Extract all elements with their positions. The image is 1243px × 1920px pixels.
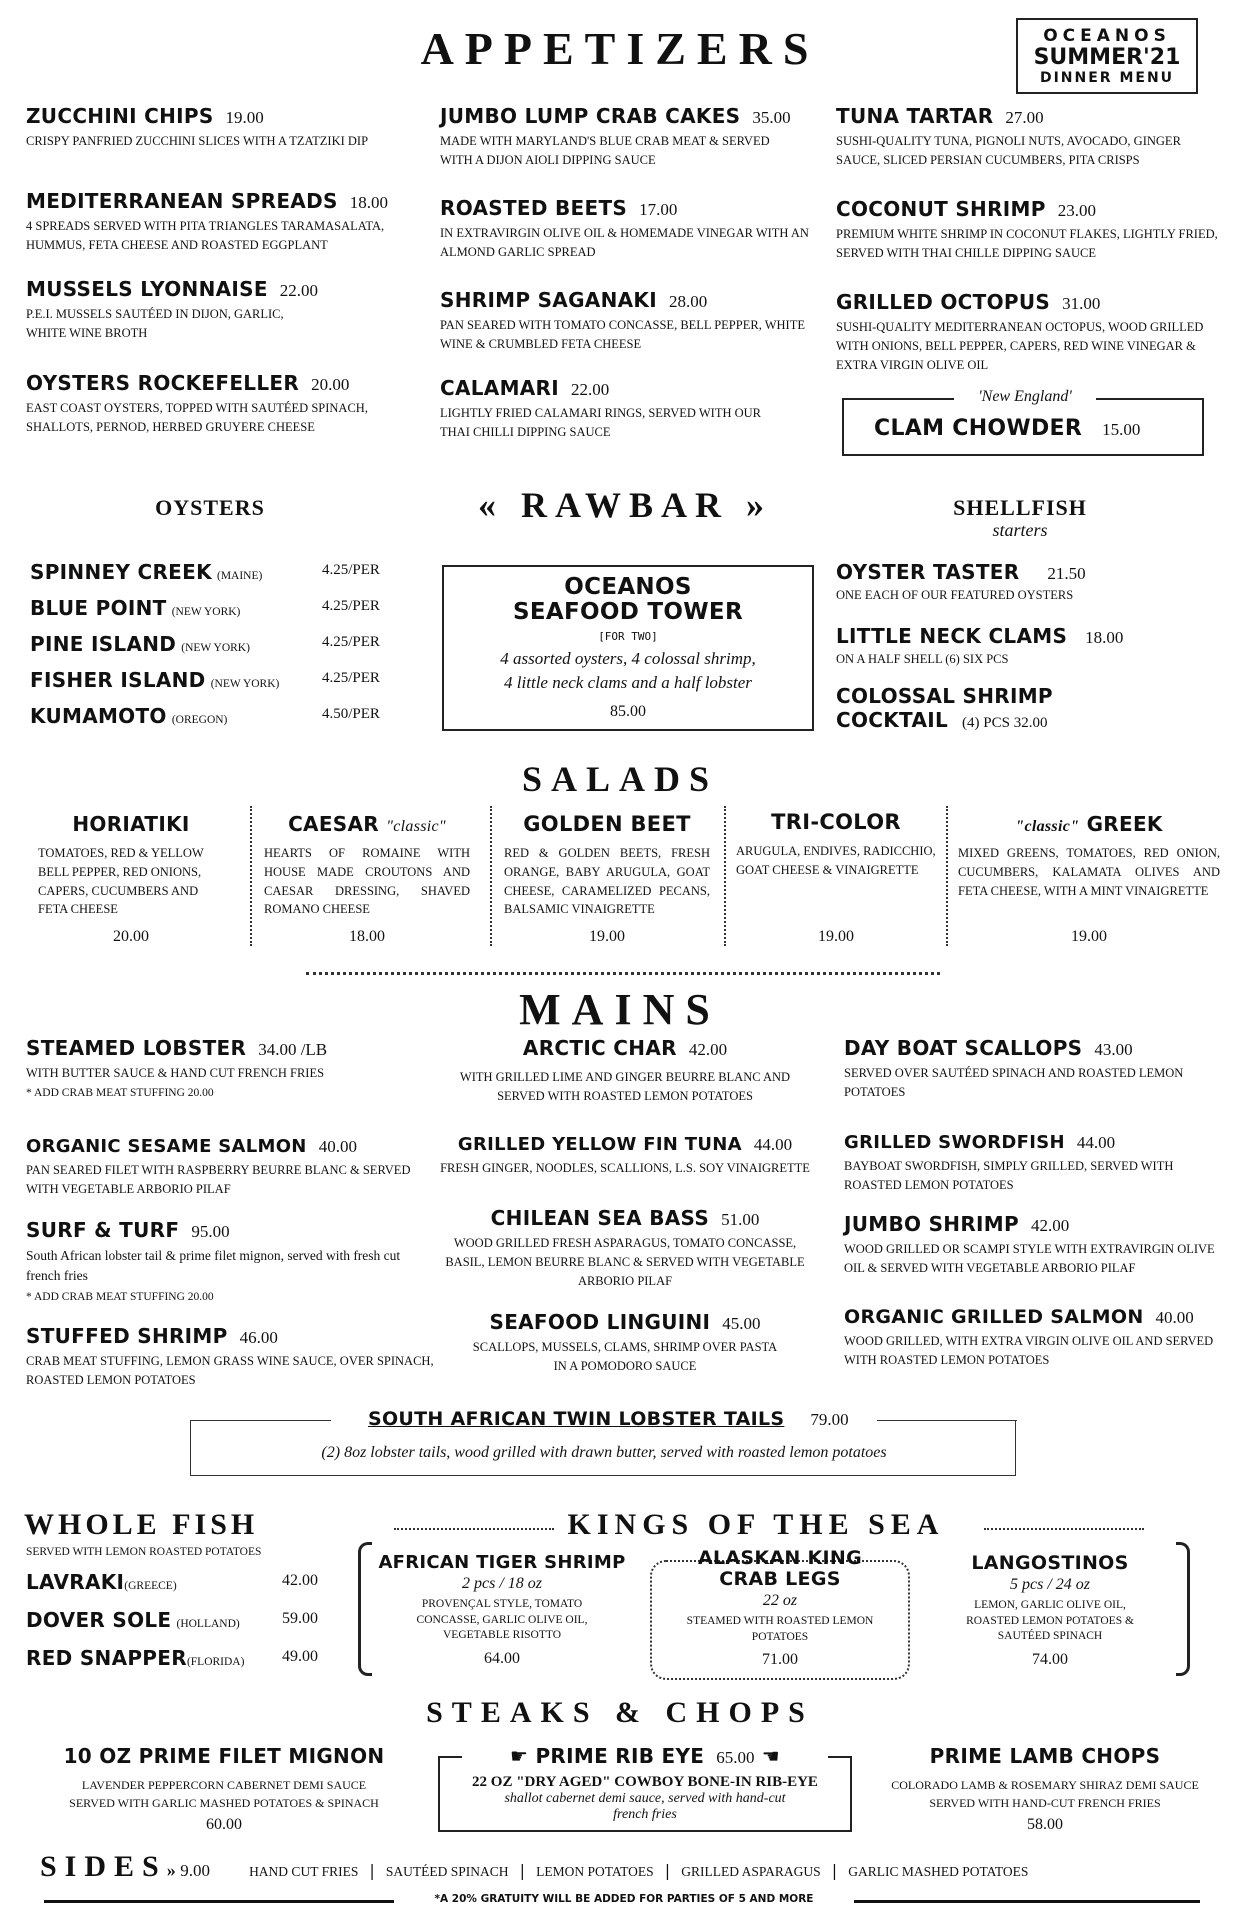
item-name: 10 OZ PRIME FILET MIGNON — [63, 1744, 385, 1768]
kings-item — [374, 1552, 630, 1668]
oyster-name: KUMAMOTO — [30, 704, 167, 728]
fish-row — [26, 1646, 326, 1684]
twin-lobster-desc: (2) 8oz lobster tails, wood grilled with drawn butter, served with roasted lemon potatoes — [321, 1444, 887, 1461]
kings-item — [930, 1552, 1170, 1669]
menu-item — [836, 104, 1221, 197]
item-price: 35.00 — [752, 108, 791, 127]
item-desc-2: SERVED WITH HAND-CUT FRENCH FRIES — [929, 1796, 1161, 1810]
salad-divider — [490, 806, 492, 946]
item-name: GRILLED SWORDFISH — [844, 1132, 1065, 1153]
side-separator: | — [664, 1861, 671, 1880]
steak-item — [438, 1744, 852, 1823]
footer-rule-left — [44, 1900, 394, 1903]
item-desc: SUSHI-QUALITY TUNA, PIGNOLI NUTS, AVOCADO, GINGER SAUCE, SLICED PERSIAN CUCUMBERS, PITA CRISPS — [836, 134, 1181, 167]
item-price: 71.00 — [762, 1651, 798, 1669]
item-price: 45.00 — [722, 1314, 761, 1333]
ribeye-line1: 22 OZ "DRY AGED" COWBOY BONE-IN RIB-EYE — [472, 1774, 818, 1790]
kings-item — [650, 1548, 910, 1669]
salad-item — [504, 812, 710, 946]
bracket-right — [1176, 1542, 1190, 1676]
item-price: 40.00 — [318, 1137, 357, 1156]
menu-item — [26, 1036, 436, 1136]
side-item: GRILLED ASPARAGUS — [681, 1864, 821, 1879]
mains-column-2 — [440, 1036, 810, 1376]
item-desc: SCALLOPS, MUSSELS, CLAMS, SHRIMP OVER PASTA IN A POMODORO SAUCE — [472, 1340, 778, 1373]
item-price: 17.00 — [639, 200, 678, 219]
section-divider — [306, 972, 940, 975]
menu-item — [440, 288, 810, 376]
item-desc: TOMATOES, RED & YELLOW BELL PEPPER, RED ONIONS, CAPERS, CUCUMBERS AND FETA CHEESE — [38, 846, 204, 917]
shellfish-list — [836, 560, 1221, 732]
item-desc-2: SERVED WITH GARLIC MASHED POTATOES & SPINACH — [69, 1796, 379, 1810]
item-name: CHILEAN SEA BASS — [490, 1206, 710, 1230]
item-tag: "classic" — [1015, 818, 1080, 835]
item-desc: WOOD GRILLED OR SCAMPI STYLE WITH EXTRAVIRGIN OLIVE OIL & SERVED WITH VEGETABLE ARBORIO PILAF — [844, 1242, 1215, 1275]
item-name: CAESAR — [288, 812, 379, 836]
item-desc: LEMON, GARLIC OLIVE OIL, ROASTED LEMON POTATOES & SAUTÉED SPINACH — [966, 1599, 1134, 1643]
item-name: GOLDEN BEET — [523, 812, 691, 836]
item-desc: WOOD GRILLED FRESH ASPARAGUS, TOMATO CONCASSE, BASIL, LEMON BEURRE BLANC & SERVED WITH VEGETABLE ARBORIO PILAF — [445, 1236, 805, 1288]
item-price: 46.00 — [239, 1328, 278, 1347]
item-name-2: COCKTAIL — [836, 708, 949, 732]
salad-item — [264, 812, 470, 946]
sides-title: SIDES — [40, 1850, 167, 1883]
oyster-region: (OREGON) — [171, 714, 228, 726]
menu-item — [440, 196, 810, 288]
item-price: 40.00 — [1155, 1308, 1194, 1327]
salad-item — [736, 810, 936, 946]
item-desc: BAYBOAT SWORDFISH, SIMPLY GRILLED, SERVED WITH ROASTED LEMON POTATOES — [844, 1159, 1174, 1192]
menu-item — [844, 1212, 1230, 1306]
tower-desc-1: 4 assorted oysters, 4 colossal shrimp, — [500, 649, 756, 668]
steaks-title: STEAKS & CHOPS — [426, 1696, 814, 1729]
item-name: OYSTER TASTER — [836, 560, 1020, 584]
item-desc: WITH BUTTER SAUCE & HAND CUT FRENCH FRIES — [26, 1066, 325, 1080]
item-name: GREEK — [1086, 812, 1163, 836]
oyster-name: SPINNEY CREEK — [30, 560, 212, 584]
oyster-region: (NEW YORK) — [210, 678, 280, 690]
item-desc: MADE WITH MARYLAND'S BLUE CRAB MEAT & SERVED WITH A DIJON AIOLI DIPPING SAUCE — [440, 134, 770, 167]
chowder-price: 15.00 — [1102, 420, 1141, 439]
salad-item — [958, 812, 1220, 946]
appetizers-title: APPETIZERS — [420, 23, 820, 74]
item-desc: RED & GOLDEN BEETS, FRESH ORANGE, BABY ARUGULA, GOAT CHEESE, CARAMELIZED PECANS, BALSAMIC VINAIGRETTE — [504, 846, 710, 917]
item-name: TUNA TARTAR — [836, 104, 994, 128]
shellfish-title: SHELLFISH — [953, 495, 1087, 520]
salads-title: SALADS — [521, 759, 719, 799]
sides-arrow: » — [166, 1860, 181, 1880]
item-note: * ADD CRAB MEAT STUFFING 20.00 — [26, 1086, 214, 1099]
oyster-row — [30, 632, 410, 668]
fish-price: 49.00 — [282, 1648, 318, 1665]
item-desc: PAN SEARED WITH TOMATO CONCASSE, BELL PEPPER, WHITE WINE & CRUMBLED FETA CHEESE — [440, 318, 805, 351]
item-desc: CRISPY PANFRIED ZUCCHINI SLICES WITH A TZATZIKI DIP — [26, 134, 369, 148]
item-name: GRILLED OCTOPUS — [836, 290, 1051, 314]
fish-row — [26, 1570, 326, 1608]
oyster-region: (NEW YORK) — [171, 606, 241, 618]
item-name: LANGOSTINOS — [971, 1552, 1129, 1574]
tower-line1: OCEANOS — [564, 574, 692, 600]
salad-divider — [946, 806, 948, 946]
menu-item — [26, 189, 421, 277]
oyster-row — [30, 560, 410, 596]
shellfish-item — [836, 684, 1221, 732]
item-name: ROASTED BEETS — [440, 196, 628, 220]
fish-region: (GREECE) — [124, 1580, 177, 1592]
item-desc: P.E.I. MUSSELS SAUTÉED IN DIJON, GARLIC, WHITE WINE BROTH — [26, 307, 284, 340]
item-price: 23.00 — [1057, 201, 1096, 220]
menu-item — [26, 1324, 436, 1390]
item-desc: PREMIUM WHITE SHRIMP IN COCONUT FLAKES, LIGHTLY FRIED, SERVED WITH THAI CHILLE DIPPING SAUCE — [836, 227, 1218, 260]
item-price: 19.00 — [818, 928, 854, 945]
salad-divider — [724, 806, 726, 946]
item-desc: CRAB MEAT STUFFING, LEMON GRASS WINE SAUCE, OVER SPINACH, ROASTED LEMON POTATOES — [26, 1354, 434, 1387]
menu-item — [836, 290, 1221, 374]
item-name: SHRIMP SAGANAKI — [440, 288, 657, 312]
item-price: 20.00 — [113, 928, 149, 945]
item-desc: FRESH GINGER, NOODLES, SCALLIONS, L.S. SOY VINAIGRETTE — [440, 1161, 810, 1175]
item-desc: HEARTS OF ROMAINE WITH HOUSE MADE CROUTONS AND CAESAR DRESSING, SHAVED ROMANO CHEESE — [264, 846, 470, 917]
item-price: 44.00 — [753, 1135, 793, 1154]
fish-name: DOVER SOLE — [26, 1608, 172, 1632]
item-name: COCONUT SHRIMP — [836, 197, 1046, 221]
twin-lobster-name: SOUTH AFRICAN TWIN LOBSTER TAILS — [368, 1408, 785, 1430]
item-price: 60.00 — [206, 1816, 242, 1833]
whole-fish-title: WHOLE FISH — [24, 1508, 259, 1541]
mains-column-1 — [26, 1036, 436, 1390]
item-size: 2 pcs / 18 oz — [462, 1575, 542, 1592]
item-price: 20.00 — [311, 375, 350, 394]
item-name: DAY BOAT SCALLOPS — [844, 1036, 1083, 1060]
item-tag: "classic" — [386, 818, 446, 835]
side-separator: | — [519, 1861, 526, 1880]
sides-price: 9.00 — [180, 1861, 210, 1880]
oyster-price: 4.25/PER — [322, 670, 380, 686]
menu-item — [844, 1036, 1230, 1132]
seafood-tower-box — [442, 565, 814, 731]
oyster-price: 4.25/PER — [322, 562, 380, 578]
item-name: ORGANIC GRILLED SALMON — [844, 1306, 1144, 1328]
side-separator: | — [369, 1861, 375, 1880]
item-name: STEAMED LOBSTER — [26, 1036, 247, 1060]
item-name: CALAMARI — [440, 376, 560, 400]
item-price: 65.00 — [716, 1748, 755, 1767]
twin-lobster-price: 79.00 — [810, 1410, 849, 1429]
chowder-name: CLAM CHOWDER — [874, 416, 1083, 441]
item-name: ORGANIC SESAME SALMON — [26, 1136, 307, 1157]
fish-region: (HOLLAND) — [176, 1618, 240, 1630]
item-desc: ARUGULA, ENDIVES, RADICCHIO, GOAT CHEESE & VINAIGRETTE — [736, 844, 936, 877]
fish-name: LAVRAKI — [26, 1570, 125, 1594]
menu-item — [26, 371, 421, 437]
item-name: SEAFOOD LINGUINI — [489, 1310, 711, 1334]
item-price: 22.00 — [279, 281, 319, 300]
oysters-title: OYSTERS — [155, 495, 265, 520]
item-price: 95.00 — [191, 1222, 230, 1241]
oysters-list — [30, 560, 410, 740]
item-price: 21.50 — [1047, 564, 1086, 583]
item-price: 19.00 — [1071, 928, 1107, 945]
item-name: STUFFED SHRIMP — [26, 1324, 228, 1348]
tower-line2: SEAFOOD TOWER — [513, 599, 743, 625]
badge-line3: DINNER MENU — [1039, 70, 1175, 86]
appetizers-column-1 — [26, 104, 421, 437]
item-name: COLOSSAL SHRIMP — [836, 684, 1053, 708]
item-price: 42.00 — [688, 1040, 728, 1059]
side-separator: | — [831, 1861, 838, 1880]
item-name: ZUCCHINI CHIPS — [26, 104, 214, 128]
salad-divider — [250, 806, 252, 946]
item-name: PRIME LAMB CHOPS — [929, 1744, 1161, 1768]
footer-rule-right — [854, 1900, 1200, 1903]
menu-item — [26, 1218, 436, 1324]
steak-item — [24, 1744, 424, 1834]
fish-price: 42.00 — [282, 1572, 318, 1589]
item-desc: SUSHI-QUALITY MEDITERRANEAN OCTOPUS, WOOD GRILLED WITH ONIONS, BELL PEPPER, CAPERS, RED WINE VINEGAR & EXTRA VIRGIN OLIVE OIL — [836, 320, 1204, 372]
item-price: 27.00 — [1005, 108, 1044, 127]
ribeye-line3: french fries — [613, 1807, 677, 1822]
sides-row — [40, 1850, 1028, 1884]
fish-price: 59.00 — [282, 1610, 318, 1627]
shellfish-item — [836, 624, 1221, 684]
fish-name: RED SNAPPER — [26, 1646, 187, 1670]
item-note: * ADD CRAB MEAT STUFFING 20.00 — [26, 1290, 214, 1303]
item-name: MUSSELS LYONNAISE — [26, 277, 268, 301]
oyster-price: 4.25/PER — [322, 598, 380, 614]
footer-note: *A 20% GRATUITY WILL BE ADDED FOR PARTIES OF 5 AND MORE — [434, 1893, 814, 1905]
menu-item — [844, 1306, 1230, 1370]
item-desc: LIGHTLY FRIED CALAMARI RINGS, SERVED WITH OUR THAI CHILLI DIPPING SAUCE — [440, 406, 762, 439]
item-desc: 4 SPREADS SERVED WITH PITA TRIANGLES TARAMASALATA, HUMMUS, FETA CHEESE AND ROASTED EGGPLANT — [26, 219, 385, 252]
item-desc: STEAMED WITH ROASTED LEMON POTATOES — [686, 1615, 874, 1643]
mains-column-3 — [844, 1036, 1230, 1370]
item-name: SURF & TURF — [26, 1218, 180, 1242]
item-price: 43.00 — [1094, 1040, 1133, 1059]
item-desc: EAST COAST OYSTERS, TOPPED WITH SAUTÉED SPINACH, SHALLOTS, PERNOD, HERBED GRUYERE CHEESE — [26, 401, 368, 434]
oyster-price: 4.50/PER — [322, 706, 380, 722]
item-price: 28.00 — [668, 292, 708, 311]
item-price: 19.00 — [589, 928, 625, 945]
item-price: 22.00 — [571, 380, 610, 399]
menu-item — [440, 1134, 810, 1206]
menu-item — [836, 197, 1221, 290]
chowder-subtitle: 'New England' — [954, 388, 1096, 406]
item-desc: LAVENDER PEPPERCORN CABERNET DEMI SAUCE — [81, 1778, 367, 1792]
item-desc: WOOD GRILLED, WITH EXTRA VIRGIN OLIVE OIL AND SERVED WITH ROASTED LEMON POTATOES — [844, 1334, 1214, 1367]
item-name: OYSTERS ROCKEFELLER — [26, 371, 300, 395]
bracket-left — [358, 1542, 372, 1676]
oyster-region: (MAINE) — [216, 570, 263, 582]
item-price: 18.00 — [1085, 628, 1124, 647]
item-desc: ONE EACH OF OUR FEATURED OYSTERS — [836, 588, 1074, 602]
tower-desc-2: 4 little neck clams and a half lobster — [504, 673, 752, 692]
fish-row — [26, 1608, 326, 1646]
oyster-name: BLUE POINT — [30, 596, 167, 620]
item-price: 51.00 — [721, 1210, 760, 1229]
menu-item — [440, 376, 810, 442]
menu-item — [440, 1036, 810, 1134]
oyster-row — [30, 596, 410, 632]
item-name: JUMBO SHRIMP — [844, 1212, 1019, 1236]
menu-item — [26, 104, 421, 189]
badge-line2: SUMMER'21 — [1033, 45, 1181, 70]
menu-item — [440, 1206, 810, 1310]
item-price: 34.00 /LB — [258, 1040, 328, 1059]
ribeye-line2: shallot cabernet demi sauce, served with hand-cut — [504, 1791, 786, 1806]
oyster-row — [30, 704, 410, 740]
item-desc: WITH GRILLED LIME AND GINGER BEURRE BLANC AND SERVED WITH ROASTED LEMON POTATOES — [459, 1070, 791, 1103]
oyster-row — [30, 668, 410, 704]
item-size: 22 oz — [762, 1592, 798, 1609]
item-desc: ON A HALF SHELL (6) SIX PCS — [836, 652, 1009, 666]
item-price: 19.00 — [225, 108, 264, 127]
item-desc: MIXED GREENS, TOMATOES, RED ONION, CUCUMBERS, KALAMATA OLIVES AND FETA CHEESE, WITH A MINT VINAIGRETTE — [958, 846, 1220, 898]
item-price: 58.00 — [1027, 1816, 1063, 1833]
item-name: HORIATIKI — [72, 812, 190, 836]
menu-item — [440, 1310, 810, 1376]
kings-rule-right — [984, 1528, 1144, 1530]
kings-rule-left — [394, 1528, 554, 1530]
item-name: LITTLE NECK CLAMS — [836, 624, 1068, 648]
item-desc: PAN SEARED FILET WITH RASPBERRY BEURRE BLANC & SERVED WITH VEGETABLE ARBORIO PILAF — [26, 1163, 411, 1196]
side-item: SAUTÉED SPINACH — [385, 1864, 509, 1879]
steak-item — [860, 1744, 1230, 1834]
item-desc: PROVENÇAL STYLE, TOMATO CONCASSE, GARLIC OLIVE OIL, VEGETABLE RISOTTO — [416, 1598, 588, 1642]
salad-item — [38, 812, 224, 946]
item-price: 64.00 — [484, 1649, 520, 1667]
oyster-name: FISHER ISLAND — [30, 668, 206, 692]
item-desc: COLORADO LAMB & ROSEMARY SHIRAZ DEMI SAUCE — [891, 1778, 1199, 1792]
oyster-price: 4.25/PER — [322, 634, 380, 650]
item-desc: SERVED OVER SAUTÉED SPINACH AND ROASTED LEMON POTATOES — [844, 1066, 1184, 1099]
appetizers-column-2 — [440, 104, 810, 442]
shellfish-subtitle: starters — [992, 520, 1048, 540]
whole-fish-list — [26, 1570, 326, 1684]
side-item: GARLIC MASHED POTATOES — [848, 1864, 1029, 1879]
mains-title: MAINS — [519, 985, 721, 1034]
side-item: LEMON POTATOES — [536, 1864, 654, 1879]
menu-badge — [1016, 18, 1198, 94]
clam-chowder-box — [842, 388, 1204, 456]
rawbar-title: « RAWBAR » — [477, 485, 772, 525]
whole-fish-subtitle: SERVED WITH LEMON ROASTED POTATOES — [26, 1546, 262, 1558]
item-desc: South African lobster tail & prime filet mignon, served with fresh cut french fries — [26, 1248, 401, 1284]
item-name: AFRICAN TIGER SHRIMP — [378, 1552, 626, 1573]
appetizers-column-3 — [836, 104, 1221, 374]
menu-item — [26, 277, 421, 371]
item-name-2: CRAB LEGS — [719, 1568, 841, 1590]
item-price: 31.00 — [1062, 294, 1101, 313]
oyster-name: PINE ISLAND — [30, 632, 177, 656]
item-price: 18.00 — [349, 193, 388, 212]
kings-title: KINGS OF THE SEA — [567, 1508, 945, 1541]
item-desc: IN EXTRAVIRGIN OLIVE OIL & HOMEMADE VINEGAR WITH AN ALMOND GARLIC SPREAD — [440, 226, 809, 259]
pointing-hand-icon: ☛ — [509, 1744, 529, 1768]
item-name: GRILLED YELLOW FIN TUNA — [457, 1134, 742, 1155]
item-size: 5 pcs / 24 oz — [1010, 1576, 1090, 1593]
item-name: PRIME RIB EYE — [535, 1744, 705, 1768]
side-item: HAND CUT FRIES — [249, 1864, 359, 1879]
item-price: 44.00 — [1076, 1133, 1116, 1152]
item-price: 74.00 — [1032, 1650, 1068, 1668]
item-name: JUMBO LUMP CRAB CAKES — [440, 104, 741, 128]
tower-price: 85.00 — [610, 703, 646, 720]
item-name: MEDITERRANEAN SPREADS — [26, 189, 338, 213]
pointing-hand-icon: ☚ — [761, 1744, 781, 1768]
item-detail: (4) PCS 32.00 — [962, 715, 1048, 731]
tower-for-two: [FOR TWO] — [598, 630, 658, 643]
item-name: ALASKAN KING — [697, 1547, 863, 1569]
item-price: 18.00 — [349, 928, 385, 945]
item-name: TRI-COLOR — [771, 810, 901, 834]
fish-region: (FLORIDA) — [186, 1656, 245, 1668]
oyster-region: (NEW YORK) — [181, 642, 250, 654]
item-price: 42.00 — [1030, 1216, 1070, 1235]
badge-line1: OCEANOS — [1043, 26, 1171, 46]
menu-item — [26, 1136, 436, 1218]
menu-item — [440, 104, 810, 196]
shellfish-item — [836, 560, 1221, 624]
menu-item — [844, 1132, 1230, 1212]
item-name: ARCTIC CHAR — [522, 1036, 677, 1060]
